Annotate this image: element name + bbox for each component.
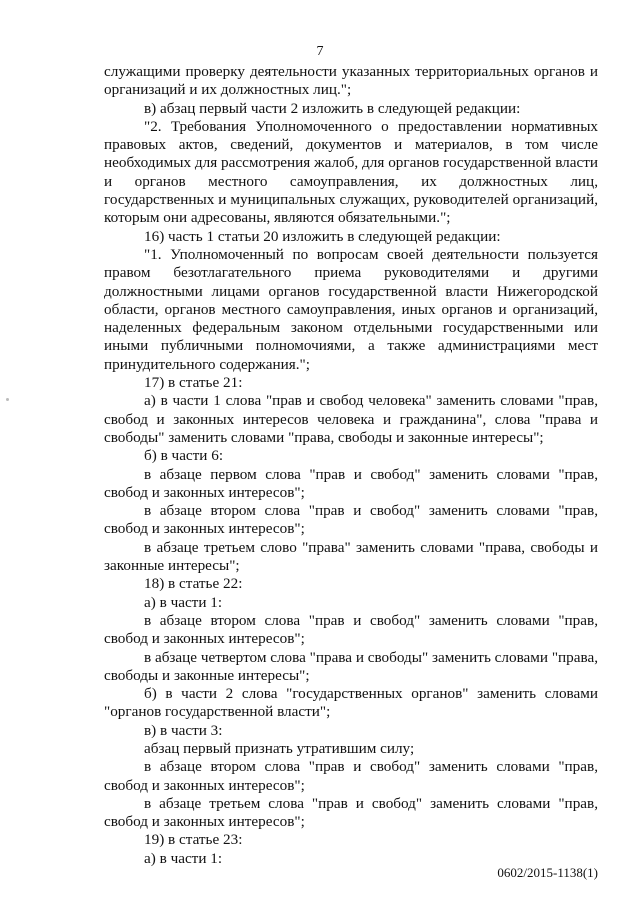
paragraph: в) абзац первый части 2 изложить в следующей редакции: [144,99,521,117]
paragraph: в абзаце втором слова "прав и свобод" заменить словами "прав, свобод и законных интересов"; [104,502,598,538]
page-number: 7 [316,44,324,59]
paragraph: 16) часть 1 статьи 20 изложить в следующей редакции: [144,227,501,245]
paragraph: в абзаце первом слова "прав и свобод" заменить словами "прав, свобод и законных интересов"; [104,465,598,501]
paragraph: б) в части 2 слова "государственных органов" заменить словами "органов государственной власти"; [104,685,598,721]
paragraph: 19) в статье 23: [144,831,243,849]
paragraph: в абзаце четвертом слова "права и свободы" заменить словами "права, свободы и законные интересы"; [104,648,598,684]
paragraph: 17) в статье 21: [144,374,243,392]
paragraph: в абзаце втором слова "прав и свобод" заменить словами "прав, свобод и законных интересов"; [104,758,598,794]
margin-mark [6,398,9,401]
paragraph: б) в части 6: [144,447,224,465]
paragraph: в) в части 3: [144,721,223,739]
document-body [104,63,598,868]
document-code: 0602/2015-1138(1) [497,865,598,880]
paragraph: "1. Уполномоченный по вопросам своей деятельности пользуется правом безотлагательного приема руководителями и другими должностными лицами органов государственной власти Нижегородской области, органов местного самоуправления, иных органов и организаций, наделенных федеральным законом отдельными государственными или иными публичными полномочиями, а также администрациями мест принудительного содержания."; [104,245,598,373]
paragraph: а) в части 1: [144,593,223,611]
paragraph: служащими проверку деятельности указанных территориальных органов и организаций и их должностных лиц."; [104,63,598,99]
paragraph: в абзаце третьем слово "права" заменить словами "права, свободы и законные интересы"; [104,538,598,575]
paragraph: в абзаце втором слова "прав и свобод" заменить словами "прав, свобод и законных интересов"; [104,611,598,648]
paragraph: 18) в статье 22: [144,575,243,593]
paragraph: в абзаце третьем слова "прав и свобод" заменить словами "прав, свобод и законных интересов"; [104,794,598,831]
paragraph: а) в части 1: [144,849,223,867]
paragraph: абзац первый признать утратившим силу; [144,739,415,757]
paragraph: "2. Требования Уполномоченного о предоставлении нормативных правовых актов, сведений, документов и материалов, в том числе необходимых для рассмотрения жалоб, для органов государственной власти и органов местного самоуправления, их должностных лиц, государственных и муниципальных служащих, руководителей организаций, которым они адресованы, являются обязательными."; [104,117,598,227]
paragraph: а) в части 1 слова "прав и свобод человека" заменить словами "прав, свобод и законных интересов человека и гражданина", слова "права и свободы" заменить словами "права, свободы и законные интересы"; [104,392,598,446]
